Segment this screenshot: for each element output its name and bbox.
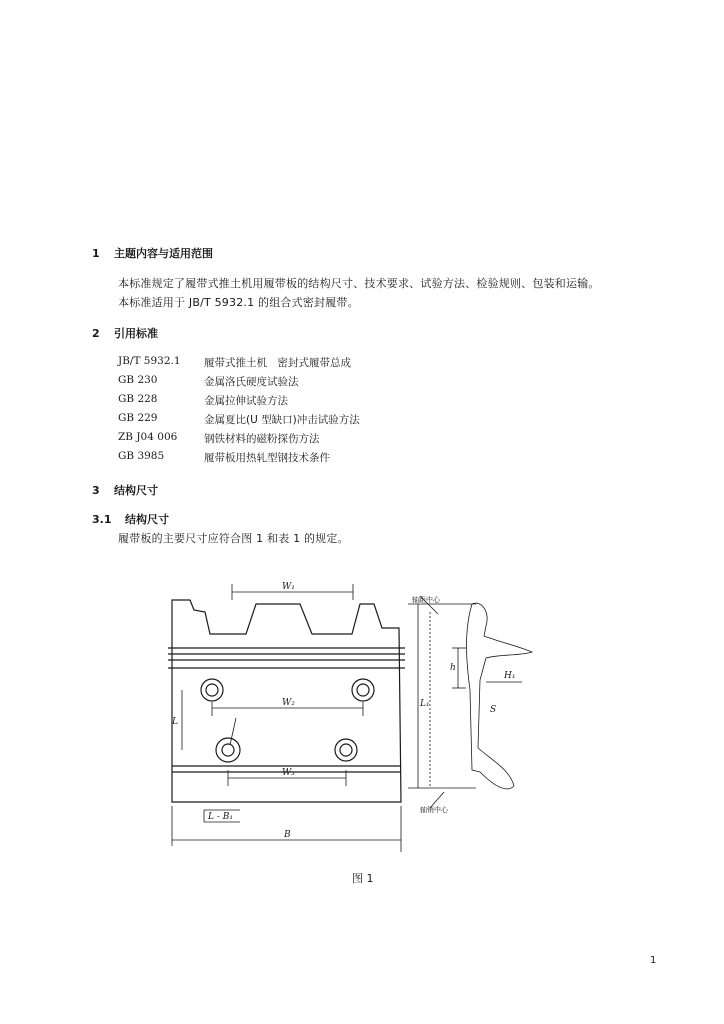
reference-code: GB 3985 [118,450,165,462]
section-title: 主题内容与适用范围 [114,247,213,260]
label-top-center: 轴距中心 [412,596,440,604]
page-number: 1 [650,955,657,966]
reference-title: 履带板用热轧型钢技术条件 [204,452,330,464]
paragraph: 履带板的主要尺寸应符合图 1 和表 1 的规定。 [118,532,349,545]
bolt-hole [352,679,374,701]
reference-title: 金属洛氏硬度试验法 [204,376,299,388]
label-h: h [450,663,456,673]
reference-code: GB 229 [118,412,158,424]
label-b: B [284,830,291,840]
section-title: 结构尺寸 [114,484,158,497]
label-s: S [490,705,497,715]
bolt-hole [201,679,223,701]
reference-code: ZB J04 006 [118,431,178,443]
label-w2: W₂ [282,698,295,708]
label-l1: L₁ [420,699,430,709]
section-number: 1 [92,247,100,260]
bolt-hole [357,684,369,696]
reference-code: GB 228 [118,393,158,405]
section-number: 2 [92,327,100,340]
side-profile [467,603,533,789]
reference-title: 金属拉伸试验方法 [204,395,288,407]
reference-code: JB/T 5932.1 [118,355,181,367]
reference-title: 金属夏比(U 型缺口)冲击试验方法 [204,414,360,426]
figure-caption: 图 1 [352,872,374,885]
reference-code: GB 230 [118,374,158,386]
label-w3: W₃ [282,768,295,778]
label-w1: W₁ [282,582,295,592]
paragraph: 本标准适用于 JB/T 5932.1 的组合式密封履带。 [118,296,359,309]
section-title: 引用标准 [114,327,158,340]
section-number: 3 [92,484,100,497]
reference-title: 履带式推土机 密封式履带总成 [204,357,351,369]
reference-title: 钢铁材料的磁粉探伤方法 [204,433,320,445]
bolt-hole [206,684,218,696]
bolt-hole [216,738,240,762]
label-l-minus-b1: L - B₁ [208,812,233,822]
bolt-hole [335,739,357,761]
bolt-hole [340,744,352,756]
bolt-hole [222,744,234,756]
paragraph: 本标准规定了履带式推土机用履带板的结构尺寸、技术要求、试验方法、检验规则、包装和运输。 [118,277,600,290]
section-title: 结构尺寸 [125,513,169,526]
label-l: L [172,717,178,727]
section-number: 3.1 [92,513,112,526]
label-bottom-center: 轴销中心 [420,806,448,814]
label-h1: H₁ [504,671,516,681]
